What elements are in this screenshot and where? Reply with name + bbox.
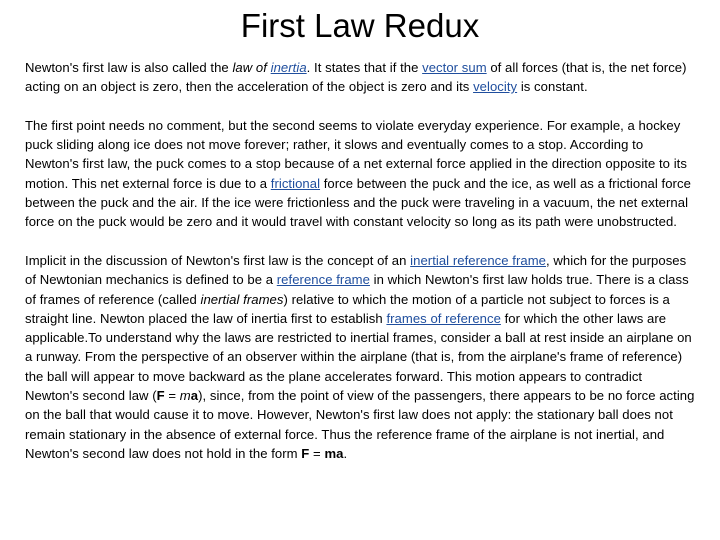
formula-mass-symbol: m: [324, 445, 337, 461]
paragraph-inertial-reference-frame: [25, 251, 697, 463]
text-segment: , which for the purposes of Newtonian mechanics is defined to be a: [25, 252, 687, 288]
slide-title: First Law Redux: [240, 7, 480, 44]
formula-acceleration-symbol: a: [336, 445, 344, 461]
formula-equals: =: [164, 388, 180, 404]
text-segment: . It states that if the: [306, 60, 423, 75]
text-segment: force between the puck and the ice, as well as a frictional force between the puck and the air. If the ice were frictionless and the puck were traveling in a vacuum, the net external force on the puck would be zero and it would travel with constant velocity so long as its path were unobstructed.: [25, 175, 691, 230]
text-segment: .: [343, 445, 348, 461]
text-segment: for which the other laws are applicable.To understand why the laws are restricted to inertial frames, consider a ball at rest inside an airplane on a runway. From the perspective of an observer within the airplane (that is, from the airplane's frame of reference) the ball will appear to move backward as the plane accelerates forward. This motion appears to contradict Newton's second law (: [25, 310, 692, 404]
formula-force-symbol: F: [156, 388, 165, 404]
text-segment: ), since, from the point of view of the passengers, there appears to be no force acting on the ball that would cause it to move. However, Newton's first law does not apply: the stationary ball does not remain stationary in the absence of external force. Thus the reference frame of the airplane is not inertial, and Newton's second law does not hold in the form: [25, 388, 695, 461]
text-segment: of all forces (that is, the net force) acting on an object is zero, then the acceleration of the object is zero and its: [25, 60, 687, 95]
slide-body: [25, 58, 697, 483]
text-segment: ) relative to which the motion of a particle not subject to forces is a straight line. Newton placed the law of inertia first to establish: [25, 291, 670, 326]
emphasis-inertial-frames: inertial frames: [200, 291, 284, 307]
paragraph-hockey-puck-example: [25, 116, 697, 232]
formula-mass-symbol: m: [179, 388, 191, 404]
text-segment: The first point needs no comment, but the second seems to violate everyday experience. For example, a hockey puck sliding along ice does not move forever; rather, it slows and eventually comes to a stop. According to Newton's first law, the puck comes to a stop because of a net external force applied in the direction opposite to its motion. This net external force is due to a: [25, 117, 687, 191]
paragraph-first-law-definition: [25, 58, 697, 97]
text-segment: Implicit in the discussion of Newton's first law is the concept of an: [25, 252, 411, 268]
text-segment: Newton's first law is also called the: [25, 60, 233, 75]
formula-acceleration-symbol: a: [190, 388, 199, 404]
emphasis-law-of: law of: [232, 60, 271, 75]
link-vector-sum[interactable]: vector sum: [422, 60, 487, 75]
text-segment: is constant.: [517, 79, 588, 95]
link-inertia[interactable]: inertia: [270, 60, 307, 75]
link-inertial-reference-frame[interactable]: inertial reference frame: [410, 252, 547, 268]
formula-equals: =: [309, 445, 325, 461]
link-frictional[interactable]: frictional: [270, 175, 321, 191]
link-frames-of-reference[interactable]: frames of reference: [386, 310, 501, 326]
formula-force-symbol: F: [301, 445, 310, 461]
link-reference-frame[interactable]: reference frame: [276, 272, 370, 288]
link-velocity[interactable]: velocity: [473, 79, 518, 95]
text-segment: in which Newton's first law holds true. There is a class of frames of reference (called: [25, 272, 689, 307]
